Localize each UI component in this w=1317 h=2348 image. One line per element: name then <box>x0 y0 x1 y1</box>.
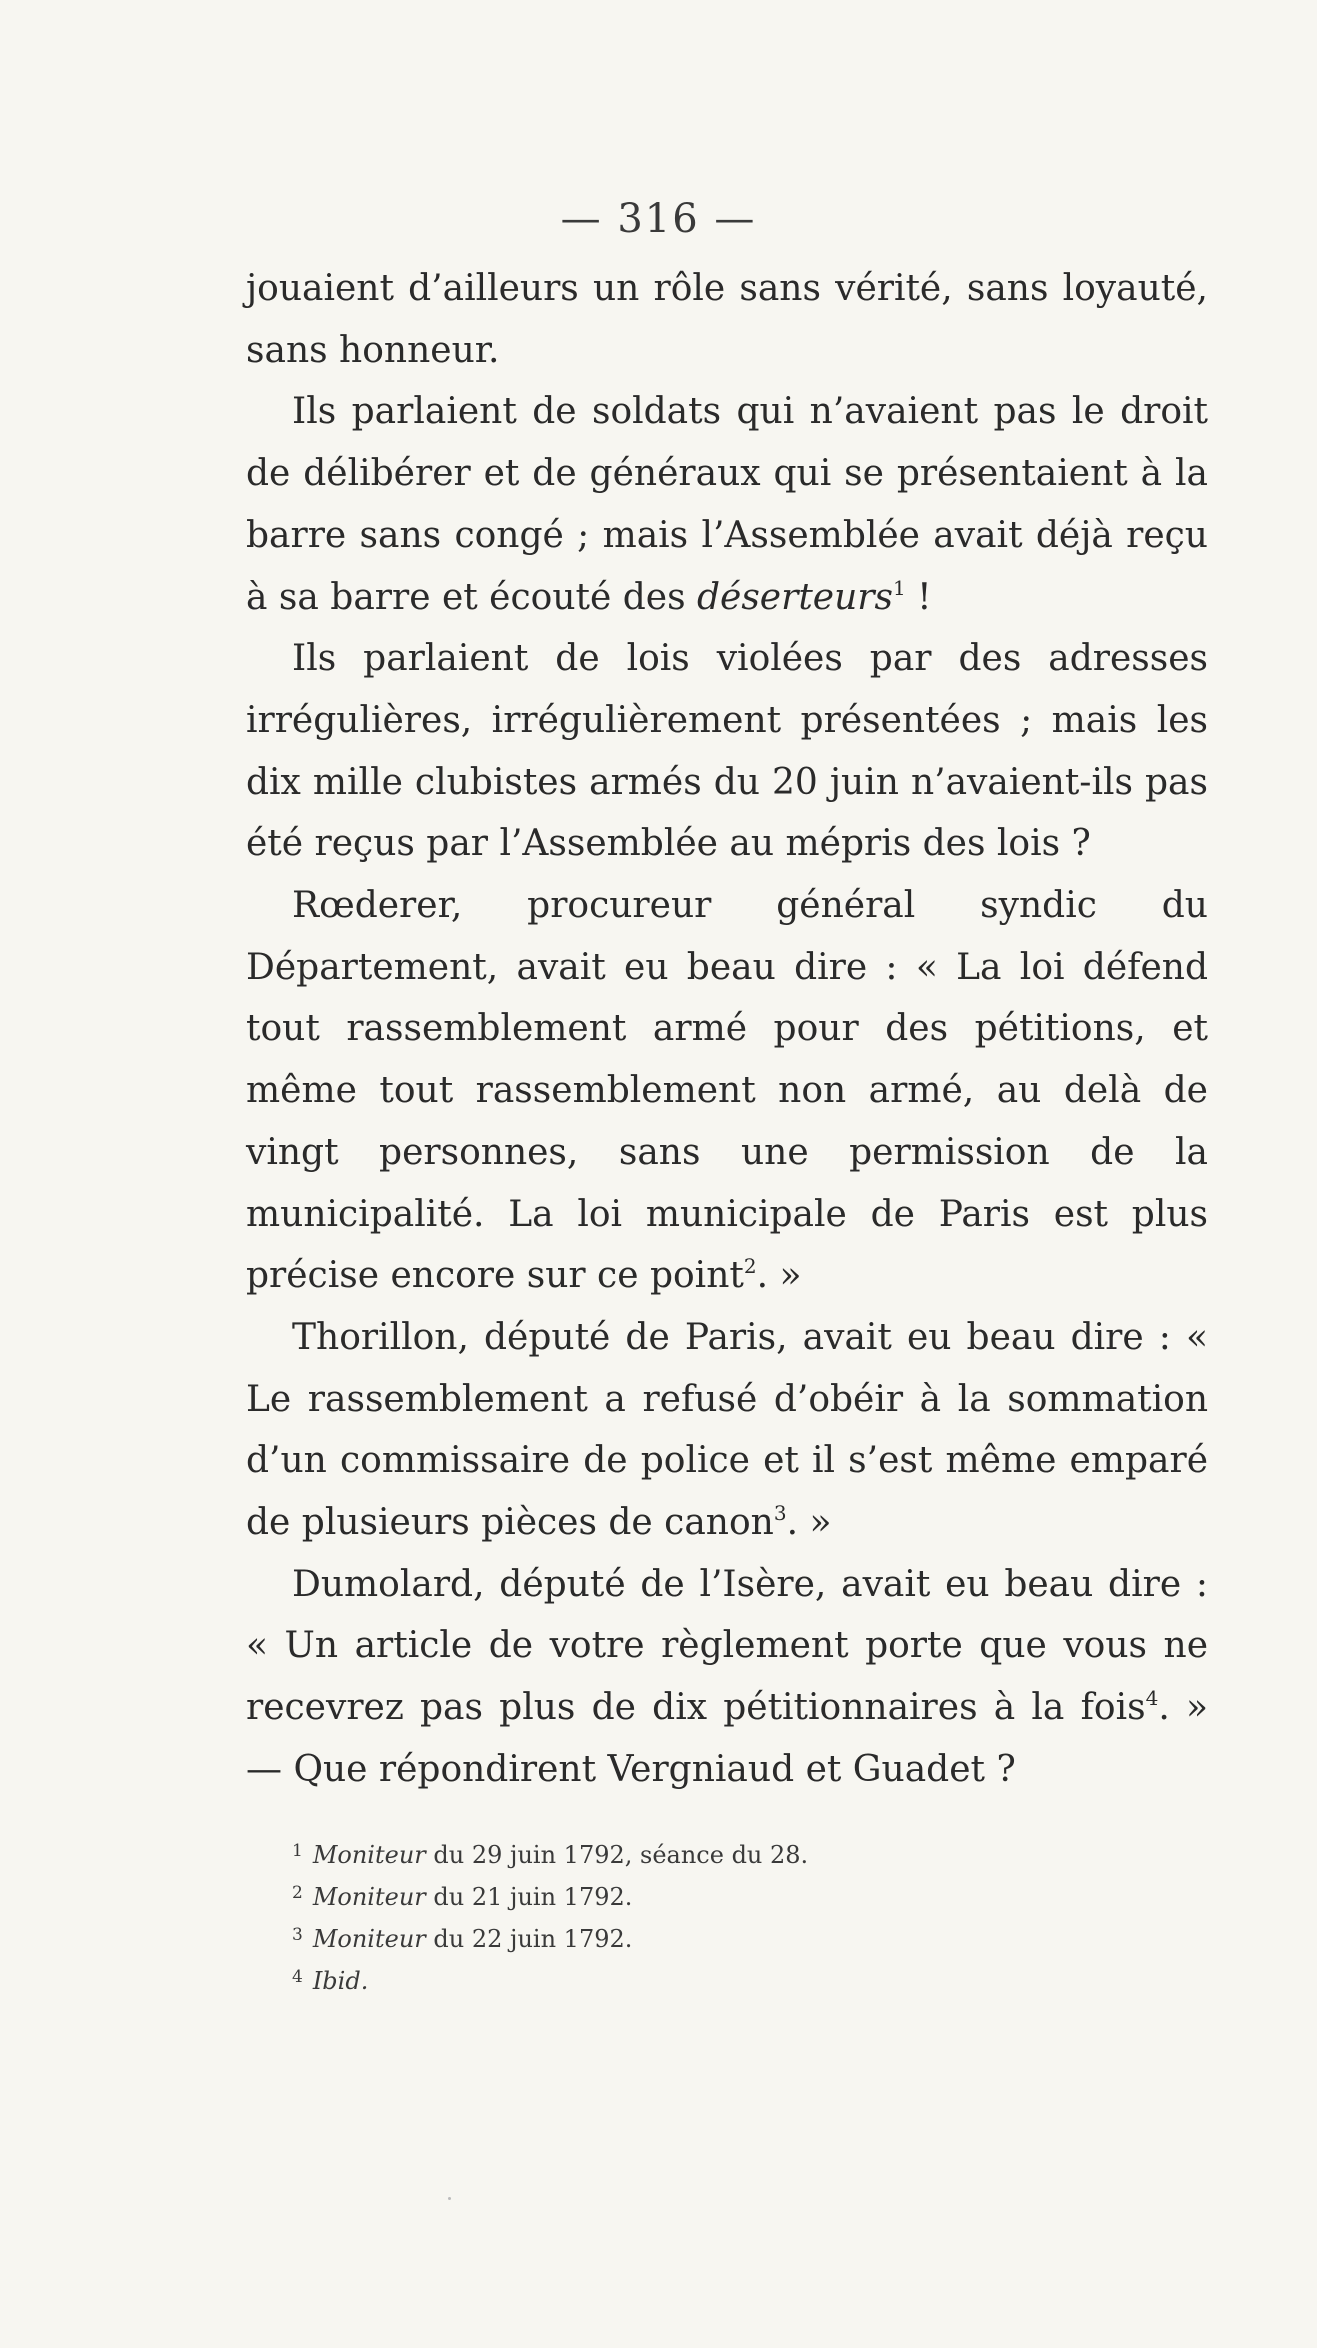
paragraph-text: jouaient d’ailleurs un rôle sans vérité, sans loyauté, sans honneur. <box>246 268 1208 371</box>
footnote-text: du 29 juin 1792, séance du 28. <box>425 1841 809 1869</box>
footnote-ref: 1 <box>892 575 906 600</box>
footnote-source: Ibid. <box>312 1967 369 1995</box>
footnote <box>292 1916 1092 1958</box>
italic-word: déserteurs <box>696 576 893 618</box>
paragraph-text: Dumolard, député de l’Isère, avait eu beau dire : « Un article de votre règlement porte que vous ne recevrez pas plus de dix pétitionnaires à la fois <box>246 1563 1208 1729</box>
footnote-mark: 1 <box>292 1841 303 1861</box>
paragraph-text: . » <box>786 1502 832 1544</box>
paragraph <box>246 1554 1208 1801</box>
paragraph-text: Ils parlaient de soldats qui n’avaient pas le droit de délibérer et de généraux qui se présentaient à la barre sans congé ; mais l’Assemblée avait déjà reçu à sa barre et écouté des <box>246 391 1208 618</box>
paper-speck <box>448 2197 451 2200</box>
footnote-mark: 3 <box>292 1925 303 1945</box>
footnote-ref: 3 <box>773 1501 787 1526</box>
paragraph <box>246 875 1208 1307</box>
footnote-ref: 4 <box>1145 1686 1159 1711</box>
footnote-mark: 4 <box>292 1967 303 1987</box>
paragraph-text: Thorillon, député de Paris, avait eu beau dire : « Le rassemblement a refusé d’obéir à la sommation d’un commissaire de police et il s’est même emparé de plusieurs pièces de canon <box>246 1316 1208 1544</box>
footnote-ref: 2 <box>743 1254 757 1279</box>
paragraph-text: Rœderer, procureur général syndic du Département, avait eu beau dire : « La loi défend tout rassemblement armé pour des pétitions, et même tout rassemblement non armé, au delà de vingt personnes, sans une permission de la municipalité. La loi municipale de Paris est plus précise encore sur ce point <box>246 885 1208 1297</box>
paragraph-text: Ils parlaient de lois violées par des adresses irrégulières, irrégulièrement présentées ; mais les dix mille clubistes armés du 20 juin n’avaient-ils pas été reçus par l’Assemblée au mépris des lois ? <box>246 638 1208 865</box>
page-number: — 316 — <box>560 196 757 242</box>
footnote-source: Moniteur <box>312 1883 426 1911</box>
footnote <box>292 1958 1092 2000</box>
paragraph <box>246 258 1208 381</box>
paragraph-text: . » — Que répondirent Vergniaud et Guadet ? <box>246 1687 1208 1790</box>
footnote <box>292 1832 1092 1874</box>
footnotes <box>292 1832 1092 2000</box>
paragraph <box>246 628 1208 875</box>
paragraph <box>246 381 1208 628</box>
paragraph <box>246 1307 1208 1554</box>
body-text <box>246 258 1208 1801</box>
paragraph-text: ! <box>905 576 932 618</box>
footnote-source: Moniteur <box>312 1925 426 1953</box>
paragraph-text: . » <box>756 1255 802 1297</box>
footnote-mark: 2 <box>292 1883 303 1903</box>
footnote-text: du 21 juin 1792. <box>425 1883 633 1911</box>
footnote-source: Moniteur <box>312 1841 426 1869</box>
footnote-text: du 22 juin 1792. <box>425 1925 633 1953</box>
footnote <box>292 1874 1092 1916</box>
